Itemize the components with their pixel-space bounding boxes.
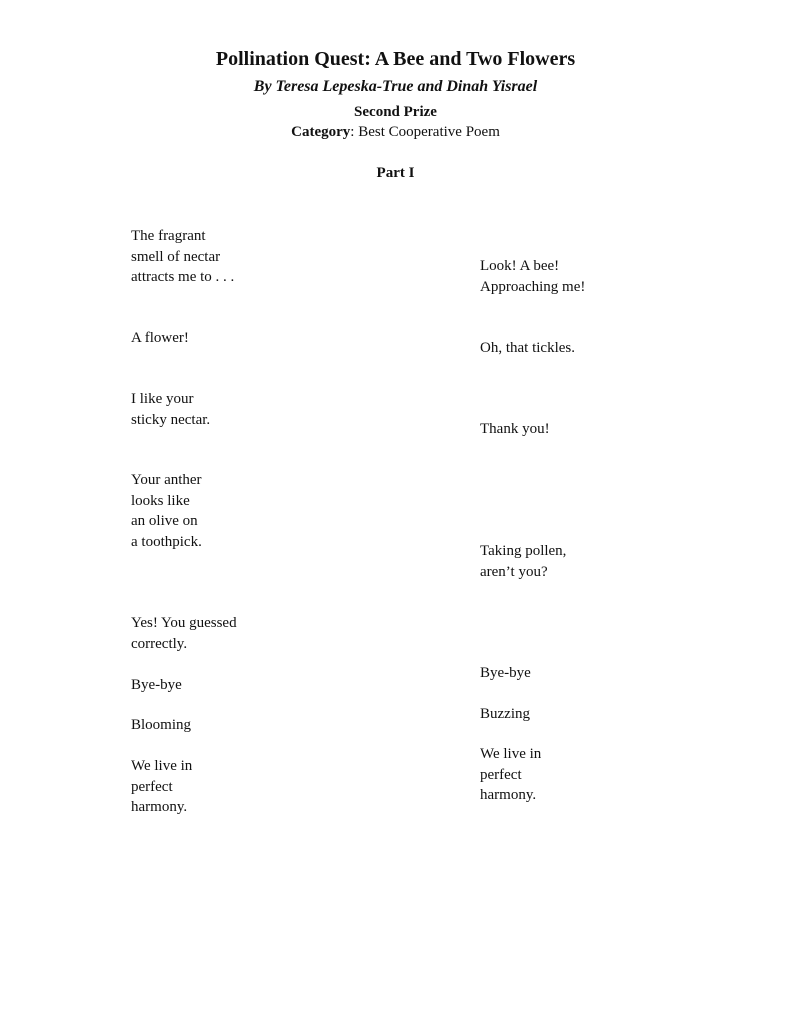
poem-authors: By Teresa Lepeska-True and Dinah Yisrael (253, 78, 538, 95)
category-value: : Best Cooperative Poem (350, 124, 500, 140)
left-stanza: Bye-bye (131, 677, 182, 693)
right-stanza: Look! A bee! Approaching me! (480, 258, 586, 295)
left-stanza: A flower! (131, 330, 189, 346)
category-label: Category (291, 124, 351, 140)
right-stanza: Bye-bye (480, 665, 531, 681)
left-stanza: The fragrant smell of nectar attracts me to . . . (131, 228, 235, 285)
right-stanza: Oh, that tickles. (480, 340, 575, 356)
left-stanza: Yes! You guessed correctly. (131, 615, 237, 652)
part-heading: Part I (376, 165, 415, 181)
left-stanza: We live in perfect harmony. (131, 758, 193, 815)
right-stanza: Thank you! (480, 421, 550, 437)
right-stanza: Buzzing (480, 706, 530, 722)
left-stanza: I like your sticky nectar. (131, 391, 211, 428)
right-stanza: We live in perfect harmony. (480, 746, 542, 803)
category-line (0, 122, 791, 142)
left-stanza: Blooming (131, 717, 192, 733)
left-stanza: Your anther looks like an olive on a toothpick. (131, 472, 202, 550)
prize-label: Second Prize (354, 104, 437, 120)
poem-title: Pollination Quest: A Bee and Two Flowers (215, 48, 576, 70)
right-stanza: Taking pollen, aren’t you? (480, 543, 567, 580)
